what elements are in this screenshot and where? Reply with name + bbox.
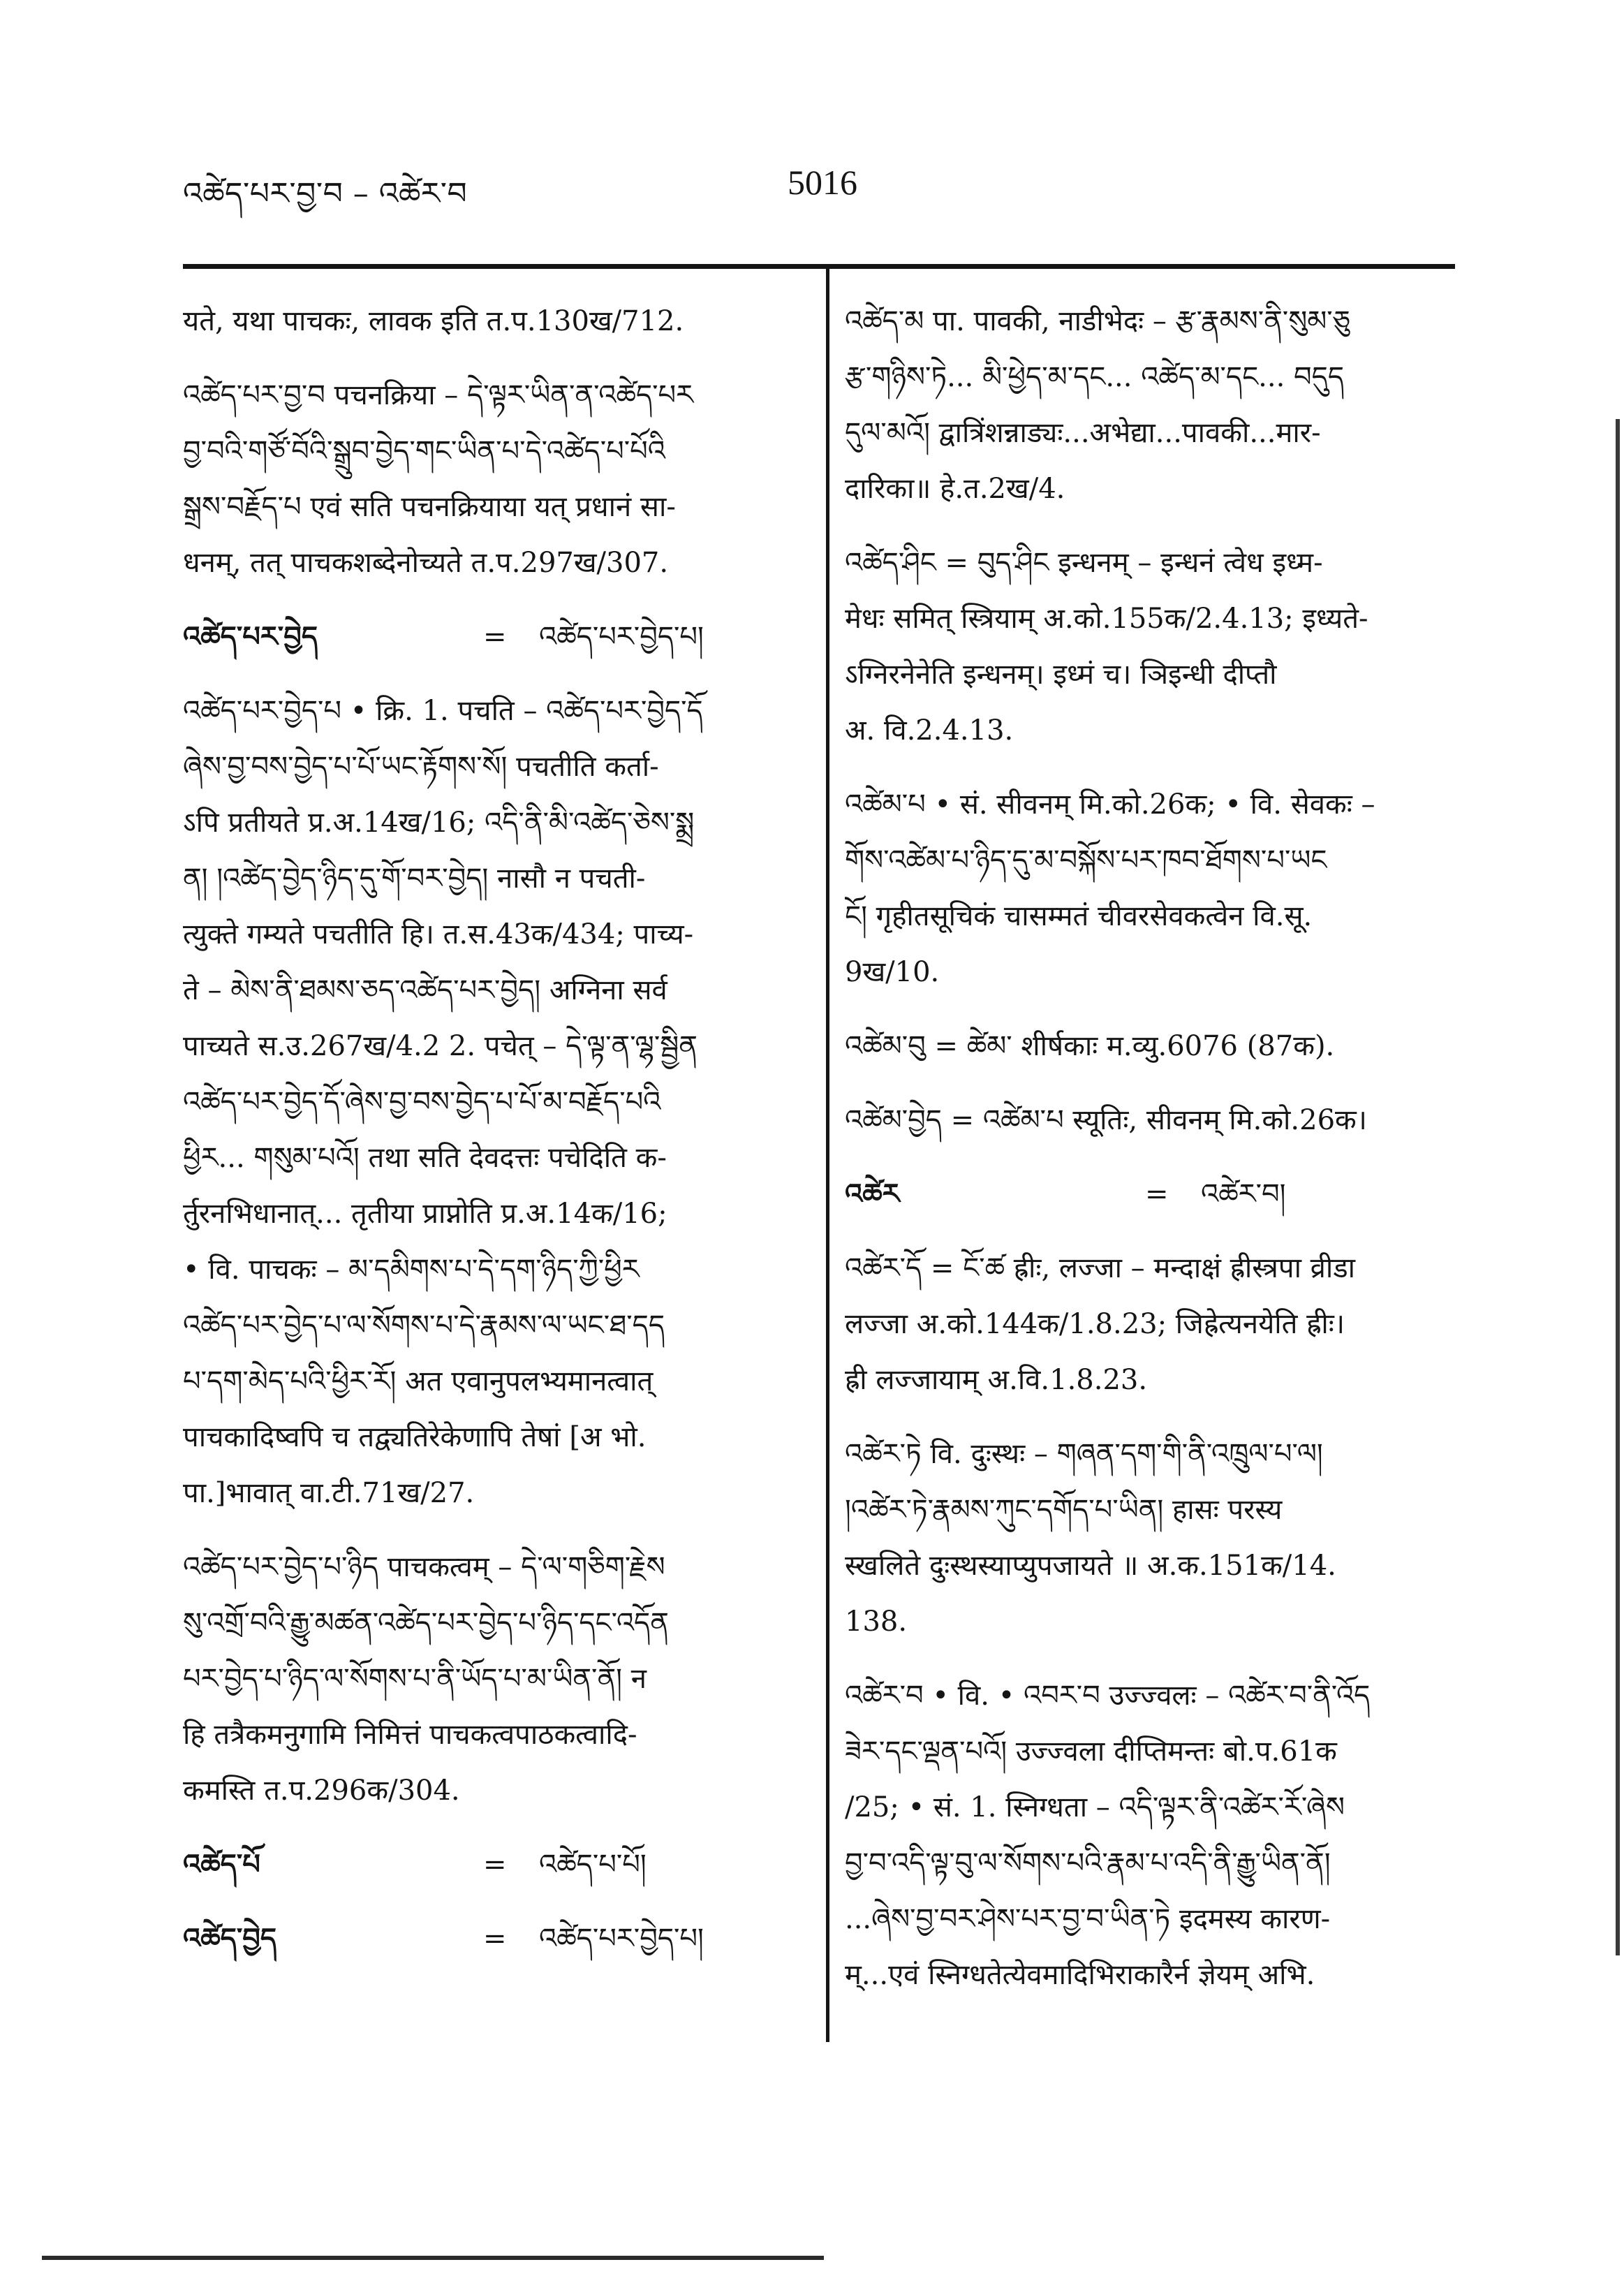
dictionary-entry [845,1240,1459,1408]
entry-line: लज्जा अ.को.144क/1.8.23; जिह्रेत्यनयेति ह्रीः। [845,1308,1345,1340]
entry-line: यते, यथा पाचकः, लावक इति त.प.130ख/712. [183,305,684,337]
entry-line: म्...एवं स्निग्धतेत्येवमादिभिराकारैर्न ज्ञेयम् अभि. [845,1959,1315,1991]
entry-line: ན། །འཚེད་བྱེད་ཉིད་དུ་གོ་བར་བྱེད། नासौ न पचती- [183,862,646,895]
entry-line: ऽपि प्रतीयते प्र.अ.14ख/16; འདི་ནི་མི་འཚེད་ཅེས་སྨྲ [183,807,695,839]
reference-target: འཚེད་པ་པོ། [539,1849,647,1881]
entry-line: དུལ་མའོ། द्वात्रिंशन्नाड्यः...अभेद्या...पावकी...मार- [845,417,1321,449]
dictionary-entry [845,293,1459,517]
entry-line: འཚེད་པར་བྱེད་པ་ལ་སོགས་པ་དེ་རྣམས་ལ་ཡང་ཐ་དད [183,1309,665,1342]
entry-line: हि तत्रैकमनुगामि निमित्तं पाचकत्वपाठकत्वादि- [183,1719,637,1751]
dictionary-entry [845,535,1459,758]
entry-line: 138. [845,1606,908,1638]
entry-line: पाचकादिष्वपि च तद्व्यतिरेकेणापि तेषां [अ भो. [183,1421,647,1453]
column-divider [826,268,829,2042]
entry-line: कमस्ति त.प.296क/304. [183,1775,460,1807]
cross-reference-entry [183,1837,811,1893]
header-rule [183,264,1455,269]
entry-line: स्खलिते दुःस्थस्याप्युपजायते ॥ अ.क.151क/14. [845,1550,1336,1582]
headword: འཚེར [845,1177,900,1210]
entry-line: दारिका॥ हे.त.2ख/4. [845,473,1065,505]
entry-line: त्युक्ते गम्यते पचतीति हि। त.स.43क/434; पाच्य- [183,918,694,950]
entry-line: ह्री लज्जायाम् अ.वि.1.8.23. [845,1364,1148,1396]
entry-line: འཚེད་ཤིང = བུད་ཤིང इन्धनम् – इन्धनं त्वेध इध्म- [845,547,1323,579]
entry-line: ཕྱིར... གསུམ་པའོ། तथा सति देवदत्तः पचेदिति क- [183,1142,667,1174]
running-head: འཚེད་པར་བྱ་བ – འཚེར་བ [183,176,468,212]
cross-reference-entry [183,609,811,665]
headword: འཚེད་བྱེད [183,1922,277,1955]
entry-line: ...ཞེས་བྱ་བར་ཤེས་པར་བྱ་བ་ཡིན་ཏེ इदमस्य कारण- [845,1903,1331,1935]
dictionary-entry [183,293,811,349]
entry-line: འཚེམ་བྱེད = འཚེམ་པ स्यूतिः, सीवनम् मि.को.26क। [845,1104,1367,1136]
entry-line: བྱ་བའི་གཙོ་བོའི་སྒྲུབ་བྱེད་གང་ཡིན་པ་དེ་འཚེད་པ་པོའི [183,435,665,467]
reference-target: འཚེར་བ། [1201,1178,1286,1210]
equals-sign: = [483,621,507,653]
entry-line: पा.]भावात् वा.टी.71ख/27. [183,1477,475,1509]
entry-line: འཚེར་བ • वि. • འབར་བ उज्ज्वलः – འཚེར་བ་ནི་འོད [845,1680,1371,1712]
left-column [183,293,811,1985]
entry-line: ऽग्निरनेनेति इन्धनम्। इध्मं च। ञिइन्धी दीप्तौ [845,659,1277,691]
entry-line: པ་དག་མེད་པའི་ཕྱིར་རོ། अत एवानुपलभ्यमानत्वात् [183,1365,654,1397]
entry-line: ཟེར་དང་ལྡན་པའོ། उज्ज्वला दीप्तिमन्तः बो.प.61क [845,1735,1337,1768]
entry-line: རྩ་གཉིས་ཏེ... མི་ཕྱེད་མ་དང... འཚེད་མ་དང... བདུད [845,361,1344,393]
headword: འཚེད་པོ [183,1848,260,1881]
entry-line: र्तुरनभिधानात्... तृतीया प्राप्नोति प्र.अ.14क/16; [183,1198,667,1230]
dictionary-entry [183,1539,811,1819]
dictionary-entry [845,1426,1459,1650]
entry-line: मेधः समित् स्त्रियाम् अ.को.155क/2.4.13; इध्यते- [845,603,1368,635]
entry-line: པར་བྱེད་པ་ཉིད་ལ་སོགས་པ་ནི་ཡོད་པ་མ་ཡིན་ནོ། न [183,1663,647,1695]
entry-line: འཚེད་པར་བྱེད་དོ་ཞེས་བྱ་བས་བྱེད་པ་པོ་མ་བརྗོད་པའི [183,1086,661,1118]
entry-line: བྱ་བ་འདི་ལྟ་བུ་ལ་སོགས་པའི་རྣམ་པ་འདི་ནི་རྒྱུ་ཡིན་ནོ། [845,1847,1331,1879]
entry-line: འཚེད་པར་བྱ་བ पचनक्रिया – དེ་ལྟར་ཡིན་ན་འཚེད་པར [183,379,694,411]
entry-line: /25; • सं. 1. स्निग्धता – འདི་ལྟར་ནི་འཚེར་རོ་ཞེས [845,1791,1345,1823]
entry-line: འཚེད་མ पा. पावकी, नाडीभेदः – རྩ་རྣམས་ནི་སུམ་ཅུ [845,305,1351,337]
entry-line: འཚེད་པར་བྱེད་པ་ཉིད पाचकत्वम् – དེ་ལ་གཅིག་རྗེས [183,1551,665,1583]
entry-line: ते – མེས་ནི་ཐམས་ཅད་འཚེད་པར་བྱེད། अग्निना सर्व [183,974,667,1006]
dictionary-entry [845,1668,1459,2003]
dictionary-entry [845,1018,1459,1074]
dictionary-entry [845,777,1459,1000]
entry-line: 9ख/10. [845,956,940,988]
entry-line: འཚེམ་བུ = ཚེམ་ शीर्षकाः म.व्यु.6076 (87क). [845,1030,1335,1062]
equals-sign: = [1145,1178,1169,1210]
entry-line: འཚེད་པར་བྱེད་པ • क्रि. 1. पचति – འཚེད་པར་བྱེད་དོ [183,695,703,727]
dictionary-entry [183,683,811,1521]
entry-line: पाच्यते स.उ.267ख/4.2 2. पचेत् – དེ་ལྟ་ན་ལྷ་སྦྱིན [183,1030,697,1062]
entry-line: འཚེམ་པ • सं. सीवनम् मि.को.26क; • वि. सेवकः – [845,788,1375,821]
page-edge-mark [1616,419,1620,1955]
entry-line: འཚེར་ཏེ वि. दुःस्थः – གཞན་དག་གི་ནི་འཁྲུལ་པ་ལ། [845,1438,1323,1470]
headword: འཚེད་པར་བྱེད [183,620,318,653]
cross-reference-entry [183,1911,811,1967]
entry-line: འཚེར་དོ = ངོ་ཚ ह्रीः, लज्जा – मन्दाक्षं ह्रीस्त्रपा व्रीडा [845,1252,1356,1284]
entry-line: ཞེས་བྱ་བས་བྱེད་པ་པོ་ཡང་རྟོགས་སོ། पचतीति कर्ता- [183,751,659,783]
entry-line: ངོ། गृहीतसूचिकं चासम्मतं चीवरसेवकत्वेन वि.सू. [845,900,1313,932]
entry-line: धनम्, तत् पाचकशब्देनोच्यते त.प.297ख/307. [183,547,669,579]
entry-line: • वि. पाचकः – མ་དམིགས་པ་དེ་དག་ཉིད་ཀྱི་ཕྱིར [183,1254,640,1286]
entry-line: སུ་འགྲོ་བའི་རྒྱུ་མཚན་འཚེད་པར་བྱེད་པ་ཉིད་དང་འདོན [183,1607,669,1639]
entry-line: སྒྲས་བརྗོད་པ एवं सति पचनक्रियाया यत् प्रधानं सा- [183,491,676,523]
equals-sign: = [483,1923,507,1955]
reference-target: འཚེད་པར་བྱེད་པ། [539,1923,704,1955]
bottom-rule [42,2256,824,2260]
dictionary-entry [183,367,811,591]
entry-line: །འཚེར་ཏེ་རྣམས་ཀུང་དགོད་པ་ཡིན། हासः परस्य [845,1494,1283,1526]
entry-line: གོས་འཚེམ་པ་ཉིད་དུ་མ་བསྐོས་པར་ཁབ་ཐོགས་པ་ཡང [845,844,1327,876]
page-number: 5016 [788,163,857,202]
dictionary-entry [845,1092,1459,1148]
entry-line: अ. वि.2.4.13. [845,714,1014,747]
right-column [845,293,1459,2021]
equals-sign: = [483,1849,507,1881]
reference-target: འཚེད་པར་བྱེད་པ། [539,621,704,653]
cross-reference-entry [845,1166,1459,1222]
